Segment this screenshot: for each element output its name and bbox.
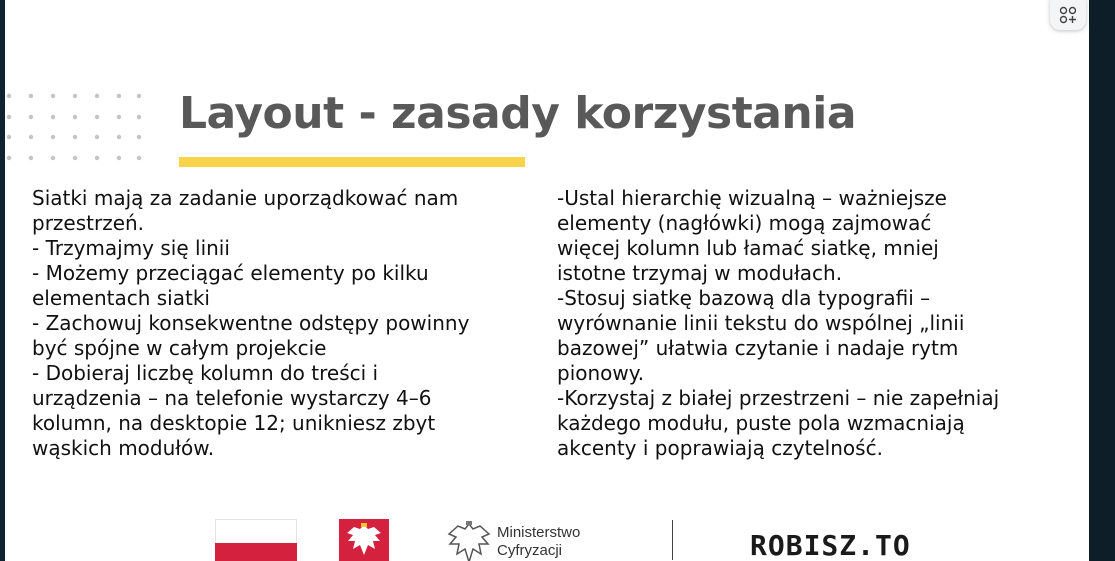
title-underline [179,157,525,167]
ministry-name-line1: Ministerstwo [497,524,581,541]
slide-title: Layout - zasady korzystania [179,88,857,139]
polish-eagle-emblem-icon [339,519,389,561]
right-column-text: -Ustal hierarchię wizualną – ważniejsze elementy (nagłówki) mogą zajmować więcej kolumn lub łamać siatkę, mniej istotne trzymaj w modułach. -Stosuj siatkę bazową dla typografii – wyrównanie linii tekstu do wspólnej „linii bazowej” ułatwia czytanie i nadaje rytm pionowy. -Korzystaj z białej przestrzeni – nie zapełniaj każdego modułu, puste pola wzmacniają akcenty i poprawiają czytelność. [557,186,1000,460]
apps-add-button[interactable] [1050,0,1086,30]
window-edge [1089,0,1115,561]
ministry-name-line2: Cyfryzacji [497,542,563,559]
ministry-eagle-icon [445,520,493,561]
polish-flag-logo [215,519,297,561]
ministry-logo [445,520,605,561]
apps-add-icon [1059,6,1077,24]
left-column-text: Siatki mają za zadanie uporządkować nam przestrzeń. - Trzymajmy się linii - Możemy przeciągać elementy po kilku elementach siatki - Zachowuj konsekwentne odstępy powinny być spójne w całym projekcie - Dobieraj liczbę kolumn do treści i urządzenia – na telefonie wystarczy 4–6 kolumn, na desktopie 12; unikniesz zbyt wąskich modułów. [32,186,470,460]
footer-divider [672,520,673,560]
footer-logos [5,505,1089,561]
dot-grid-decoration [5,92,145,162]
slide [5,0,1089,561]
robisz-to-logo: ROBISZ.TO [750,529,911,561]
